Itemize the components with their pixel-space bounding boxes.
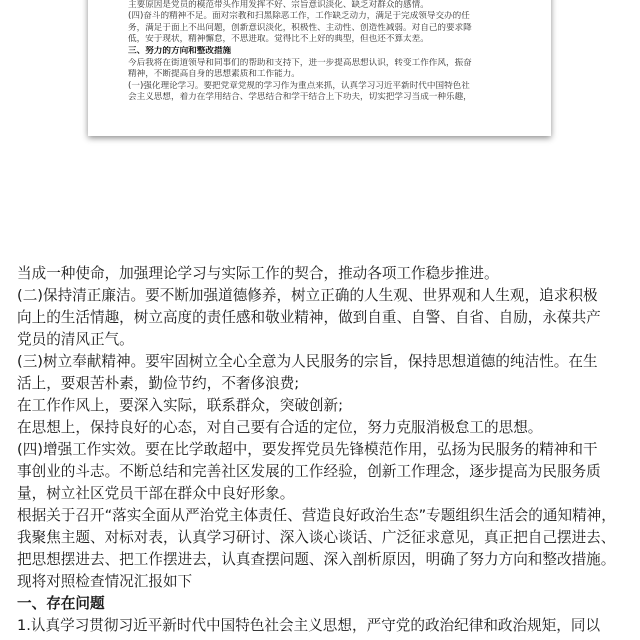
body-text-line: 活上，要艰苦朴素，勤俭节约，不奢侈浪费; xyxy=(17,375,300,392)
body-text-line: (二)保持清正廉洁。要不断加强道德修养，树立正确的人生观、世界观和人生观，追求积极 xyxy=(17,287,598,304)
body-text-line: 我聚焦主题、对标对表，认真学习研讨、深入谈心谈话、广泛征求意见，真正把自己摆进去、 xyxy=(17,529,616,546)
document-preview-area xyxy=(0,0,640,168)
body-text-line: 在思想上，保持良好的心态，对自己要有合适的定位，努力克服消极怠工的思想。 xyxy=(17,419,543,436)
preview-text-line: 主要原因是党员的模范带头作用发挥不好、宗旨意识淡化、缺乏对群众的感情。 xyxy=(128,0,429,10)
preview-text-line: (四)奋斗的精神不足。面对宗教和扫黑除恶工作，工作缺乏动力，满足于完成领导交办的任 xyxy=(128,11,470,22)
body-text-line: 现将对照检查情况汇报如下 xyxy=(17,573,193,590)
body-text-line: 党员的清风正气。 xyxy=(17,331,134,348)
preview-text-line: 务，满足于面上不出问题，创新意识淡化，积极性、主动性、创造性减弱。对自己的要求降 xyxy=(128,22,472,33)
body-text-line: 量，树立社区党员干部在群众中良好形象。 xyxy=(17,485,295,502)
preview-text-line: 精神，不断提高自身的思想素质和工作能力。 xyxy=(128,69,300,80)
body-text-line: 向上的生活情趣，树立高度的责任感和敬业精神，做到自重、自警、自省、自励，永葆共产 xyxy=(17,309,601,326)
section-heading: 一、存在问题 xyxy=(17,595,105,612)
body-text-line: 把思想摆进去、把工作摆进去，认真查摆问题、深入剖析原因，明确了努力方向和整改措施。 xyxy=(17,551,616,568)
preview-text-line: 会主义思想，着力在学用结合、学思结合和学干结合上下功夫，切实把学习当成一种乐趣， xyxy=(128,92,472,103)
document-page-thumbnail xyxy=(88,0,551,136)
article-body xyxy=(17,263,629,637)
preview-text-line: (一)强化理论学习。要把党章党规的学习作为重点来抓，认真学习习近平新时代中国特色社 xyxy=(128,80,470,91)
body-text-line: 1.认真学习贯彻习近平新时代中国特色社会主义思想，严守党的政治纪律和政治规矩，同以 xyxy=(17,617,601,634)
body-text-line: 当成一种使命，加强理论学习与实际工作的契合，推动各项工作稳步推进。 xyxy=(17,265,499,282)
body-text-line: (四)增强工作实效。要在比学敢超中，要发挥党员先锋模范作用，弘扬为民服务的精神和干 xyxy=(17,441,598,458)
preview-text-line: 今后我将在街道领导和同事们的帮助和支持下，进一步提高思想认识，转变工作作风，振奋 xyxy=(128,57,472,68)
preview-section-heading: 三、努力的方向和整改措施 xyxy=(128,45,232,56)
body-text-line: 在工作作风上，要深入实际，联系群众，突破创新; xyxy=(17,397,343,414)
body-text-line: 根据关于召开“落实全面从严治党主体责任、营造良好政治生态”专题组织生活会的通知精神， xyxy=(17,507,616,524)
body-text-line: 事创业的斗志。不断总结和完善社区发展的工作经验，创新工作理念，逐步提高为民服务质 xyxy=(17,463,601,480)
preview-text-line: 低，安于现状，精神懈怠，不思进取。觉得比不上好的典型，但也还不算太差。 xyxy=(128,34,429,45)
body-text-line: (三)树立奉献精神。要牢固树立全心全意为人民服务的宗旨，保持思想道德的纯洁性。在生 xyxy=(17,353,598,370)
